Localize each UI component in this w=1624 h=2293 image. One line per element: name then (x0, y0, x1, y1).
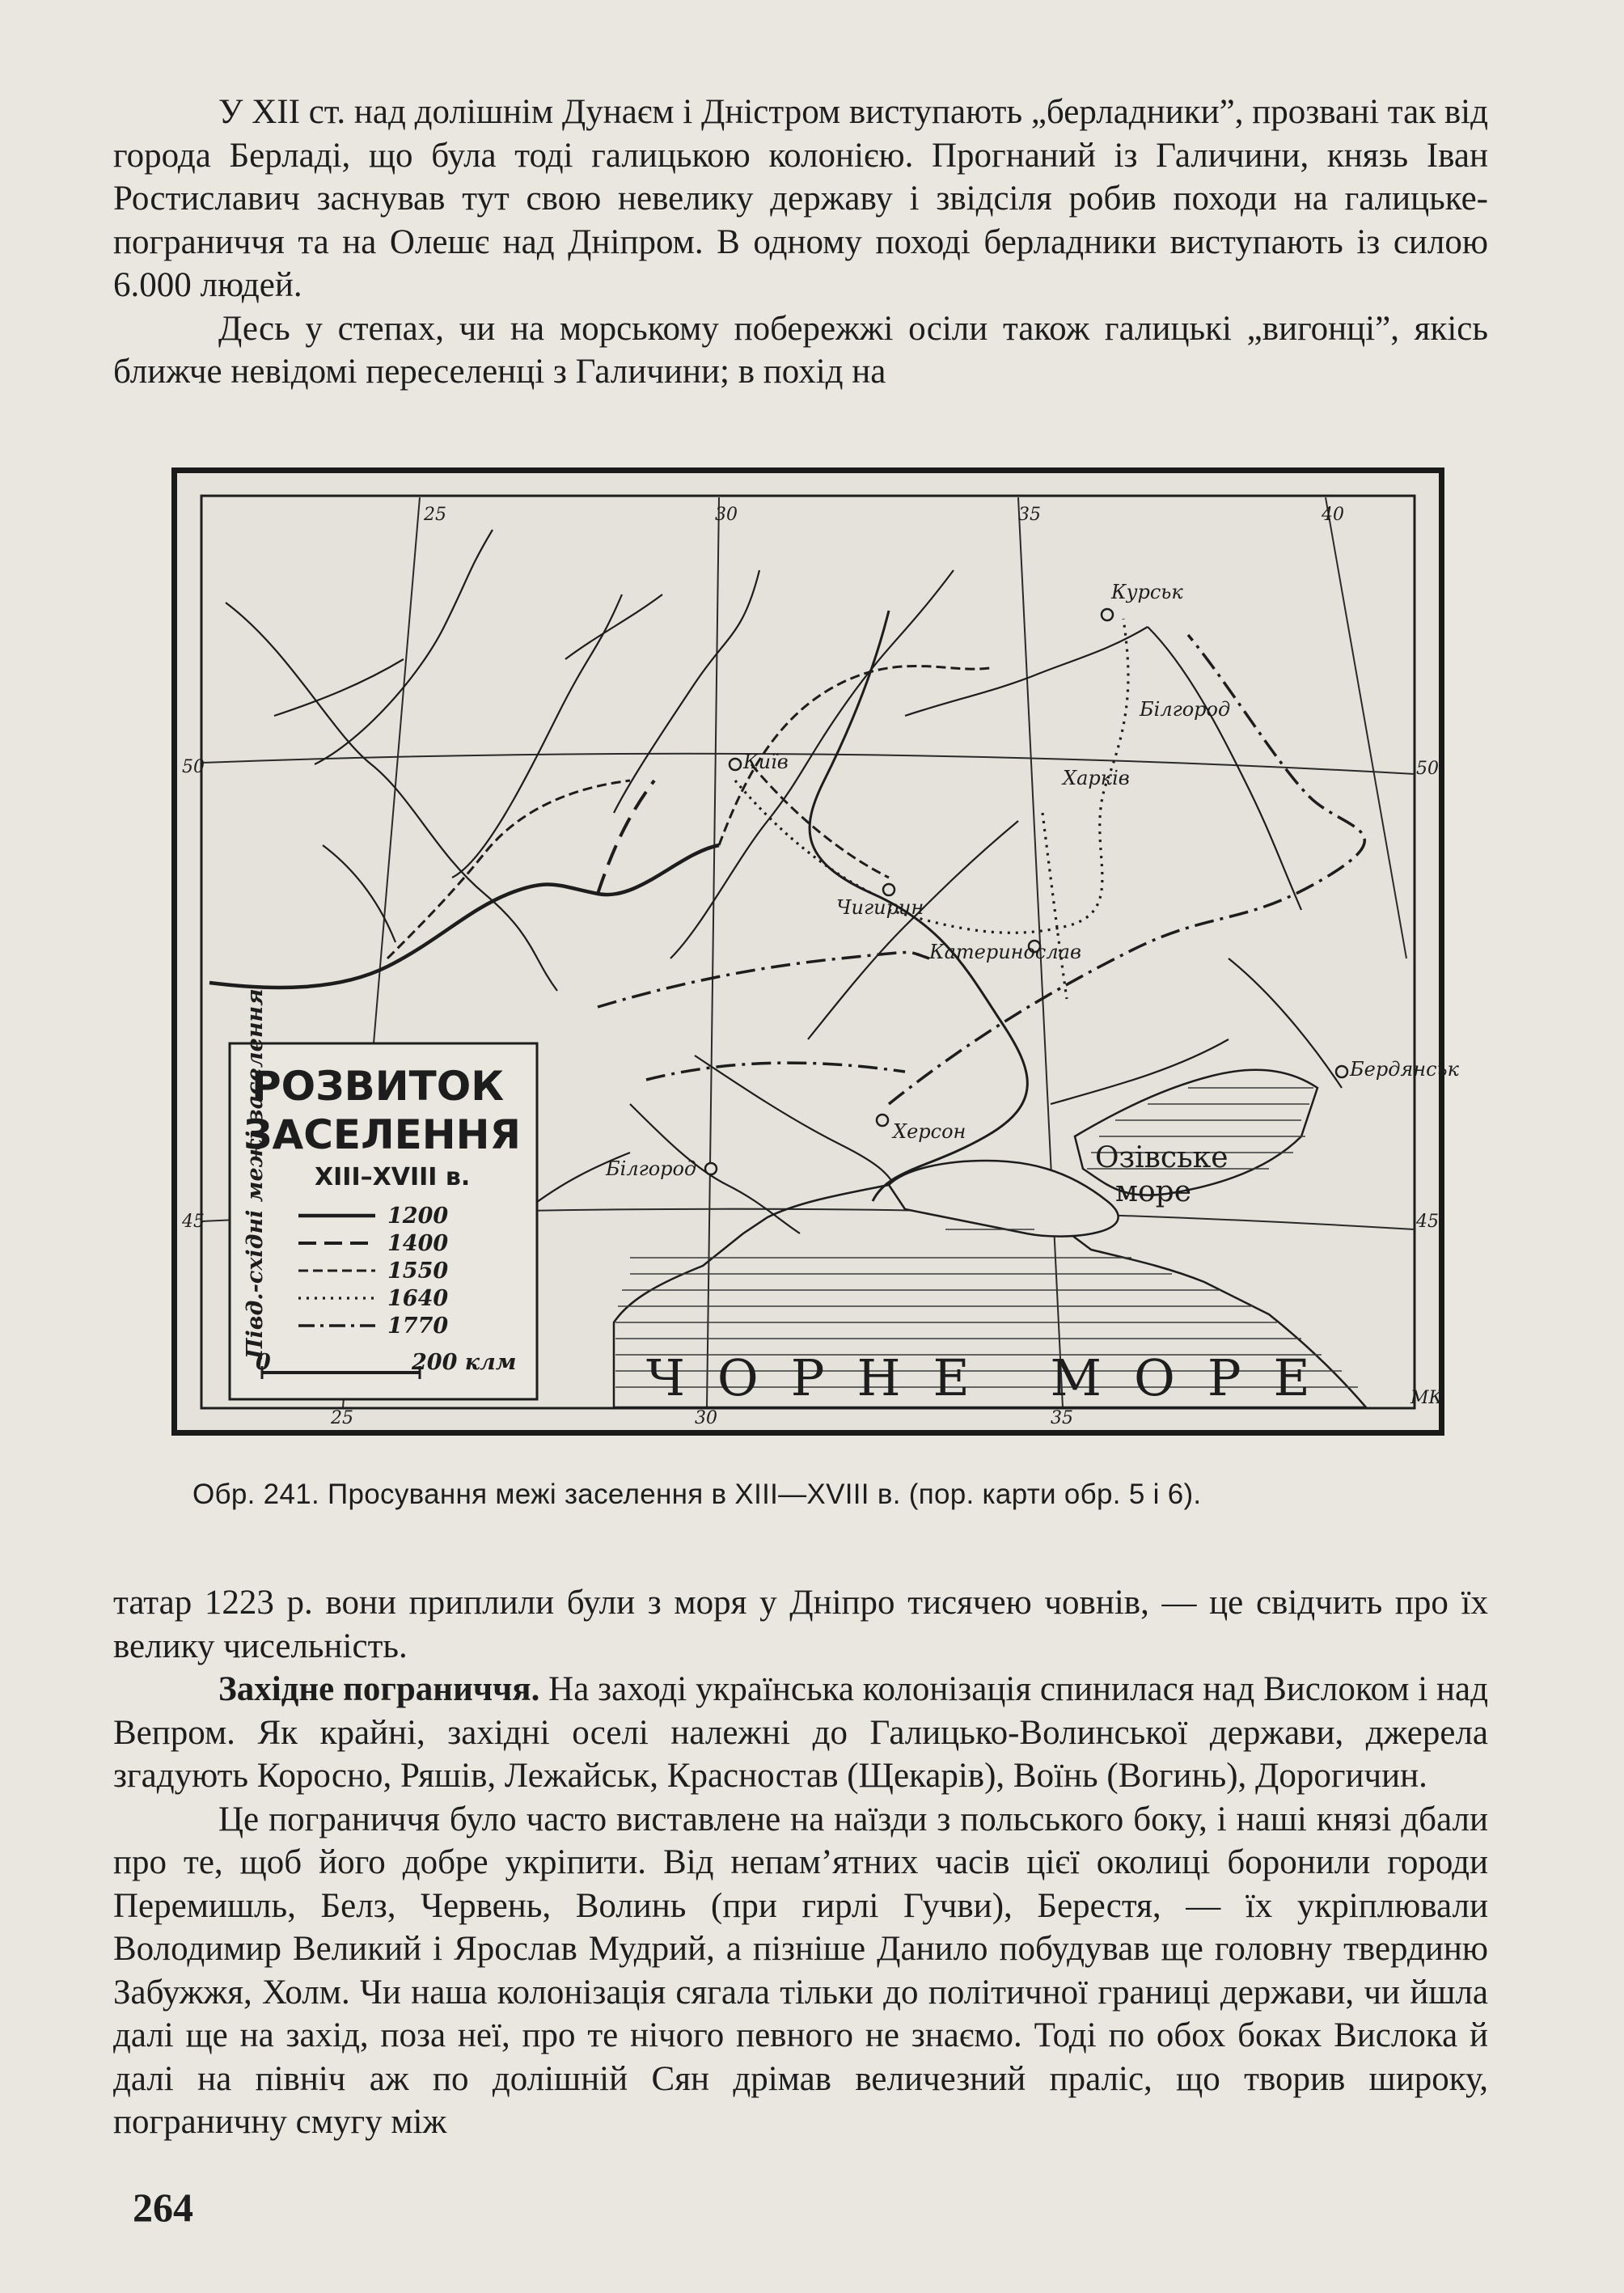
city-label: Білгород (606, 1157, 697, 1180)
legend-title: РОЗВИТОК (252, 1063, 505, 1110)
paragraph: Це пограниччя було часто виставлене на наїзди з польського боку, і наші князі дбали про те, щоб його добре укріпити. Від непам’ятних часів цієї околиці боронили городи Перемишль, Белз, Червень, Волинь (при гирлі Гучви), Берестя, — їх укріплювали Володимир Великий і Ярослав Мудрий, а пізніше Данило побудував ще головну твердиню Забужжя, Холм. Чи наша колонізація сягала тільки до політичної границі держави, чи йшла далі ще на захід, поза неї, про те нічого певного не знаємо. Тоді по обох боках Вислока й далі на північ аж по долішній Сян дрімав величезний праліс, що творив широку, пограничну смугу між (113, 1800, 1488, 2141)
grid-label: 30 (715, 505, 738, 525)
border-1200 (209, 845, 719, 988)
grid-label: 50 (182, 757, 205, 777)
grid-label: 50 (1416, 759, 1439, 779)
legend-title: ЗАСЕЛЕННЯ (243, 1111, 521, 1158)
paragraph-text: На заході українська колонізація спинилася над Вислоком і над Вепром. Як крайні, західні оселі належні до Галицько-Волинської держави, джерела згадують Коросно, Ряшів, Лежайськ, Красностав (Щекарів), Воїнь (Вогинь), Дорогичин. (113, 1670, 1488, 1795)
border-1770-west (646, 1063, 905, 1080)
city-label: Харків (1063, 767, 1130, 789)
azov-sea-label: море (1115, 1175, 1192, 1208)
azov-sea-coast (1075, 1070, 1317, 1195)
paragraph: У XII ст. над долішнім Дунаєм і Дністром виступають „берладники”, прозвані так від города Берладі, що була тоді галицькою колонією. Прогнаний із Галичини, князь Іван Ростиславич заснував тут свою невелику державу і звідсіля робив походи на галицьке-пограниччя та на Олешє над Дніпром. В одному поході берладники виступають із силою 6.000 людей. (113, 93, 1488, 304)
border-1640-south (1042, 813, 1067, 999)
border-1770-east (889, 635, 1364, 1104)
crimea (889, 1161, 1119, 1237)
legend-side-label: Півд.-східні межі заселення (243, 988, 268, 1359)
legend-year: 1400 (387, 1231, 449, 1256)
city-label: Катеринослав (929, 941, 1081, 963)
grid-label: 35 (1051, 1408, 1073, 1428)
grid-label: 35 (1018, 505, 1041, 525)
city-label: Чигирин (836, 896, 924, 919)
top-text (113, 91, 1488, 394)
paragraph: Десь у степах, чи на морському побережжі осіли також галицькі „вигонці”, якісь ближче невідомі переселенці з Галичини; в похід на (113, 309, 1488, 391)
settlement-map-figure (171, 467, 1459, 1436)
border-1400 (598, 781, 654, 894)
sea-hatching (615, 1088, 1358, 1387)
figure-caption: Обр. 241. Просування межі заселення в XIII—XVIII в. (пор. карти обр. 5 і 6). (192, 1479, 1202, 1510)
legend-year: 1200 (387, 1204, 449, 1229)
legend-year: 1550 (387, 1259, 449, 1284)
legend-scale-end: 200 клм (412, 1350, 517, 1375)
legend-year: 1770 (387, 1314, 449, 1339)
section-heading: Західне пограниччя. (218, 1670, 540, 1708)
map (177, 473, 1459, 1430)
page-number: 264 (133, 2185, 193, 2230)
black-sea-label: ЧОРНЕ МОРЕ (646, 1348, 1343, 1407)
grid-label: 45 (182, 1212, 205, 1232)
grid-label: 25 (424, 505, 446, 525)
paragraph (113, 1668, 1488, 1798)
city-label: Курськ (1111, 581, 1183, 603)
grid-label: 30 (695, 1408, 717, 1428)
grid-label: 45 (1416, 1212, 1439, 1232)
legend-subtitle: XIII–XVIII в. (315, 1163, 471, 1191)
border-1770 (598, 953, 929, 1008)
legend-year: 1640 (387, 1286, 449, 1311)
city-label: Бердянськ (1350, 1058, 1459, 1081)
city-label: Київ (743, 751, 789, 773)
legend-scale-start: 0 (256, 1350, 271, 1375)
city-label: Білгород (1140, 698, 1231, 721)
paragraph: татар 1223 р. вони приплили були з моря у Дніпро тисячею човнів, — це свідчить про їх велику чисельність. (113, 1584, 1488, 1665)
map-signature: МК (1410, 1388, 1443, 1408)
grid-label: 25 (331, 1408, 353, 1428)
bottom-text (113, 1581, 1488, 2144)
grid-label: 40 (1322, 505, 1344, 525)
city-label: Херсон (893, 1120, 966, 1143)
azov-sea-label: Озівське (1095, 1141, 1229, 1174)
